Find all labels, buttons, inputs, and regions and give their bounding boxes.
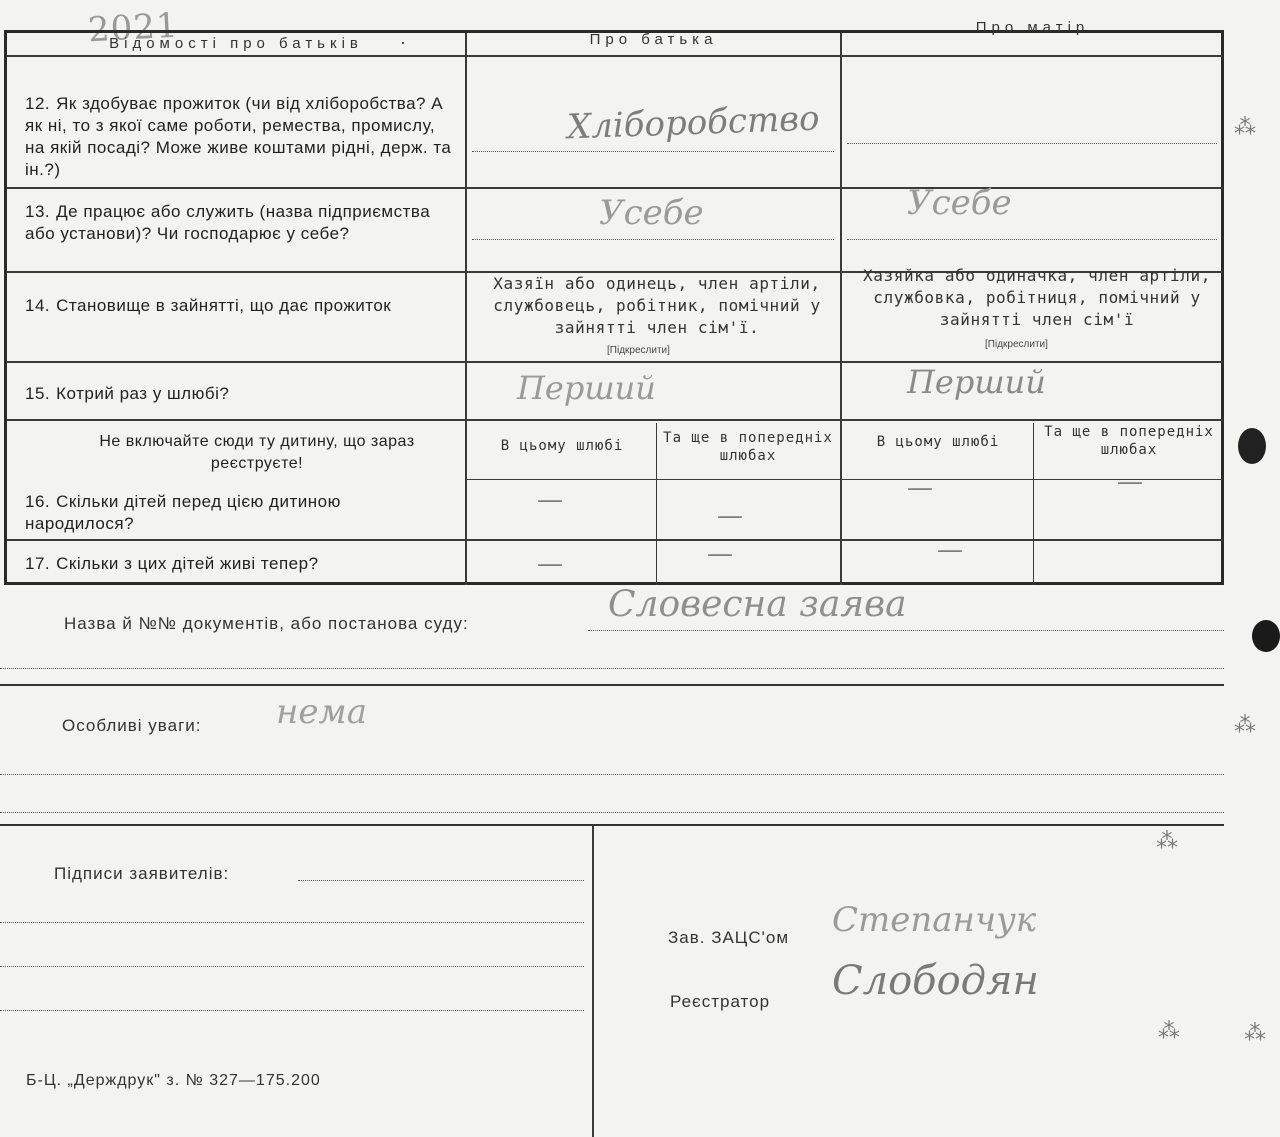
q16-answer: — (717, 501, 743, 531)
header-father: Про батька (589, 31, 718, 48)
father-workplace-answer: Усебе (599, 193, 704, 233)
mother-marriage-count-answer: Перший (907, 363, 1046, 401)
signatures-divider (592, 826, 594, 1137)
signature-line (0, 966, 584, 967)
documents-line-2 (0, 668, 1224, 669)
documents-label: Назва й №№ документів, або постанова суду: (64, 614, 469, 633)
header-info: Відомості про батьків (109, 35, 363, 52)
answer-line (847, 143, 1217, 144)
mother-workplace-answer: Усебе (907, 183, 1012, 223)
q17-answer: — (707, 539, 733, 569)
zags-head-signature: Степанчук (832, 900, 1037, 940)
question-text: Становище в зайнятті, що дає прожиток (56, 296, 392, 315)
q16-answer: — (1117, 467, 1143, 497)
q16-answer: — (537, 485, 563, 515)
tick-mark: · (400, 32, 406, 52)
question-text: Скільки дітей перед цією дитиною народилося? (25, 492, 341, 533)
documents-line (588, 630, 1224, 631)
q17-answer: — (537, 549, 563, 579)
section-rule (0, 824, 1224, 826)
question-number: 16. (25, 492, 51, 511)
registrar-label: Реєстратор (670, 992, 771, 1011)
q16-answer: — (907, 473, 933, 503)
signature-line (298, 880, 584, 881)
staple-mark: ⁂ (1244, 1020, 1266, 1045)
row-divider (465, 479, 1223, 480)
question-number: 12. (25, 94, 51, 113)
q17-answer: — (937, 535, 963, 565)
row-divider (7, 419, 1223, 421)
question-17 (25, 553, 457, 575)
remarks-value: нема (276, 692, 367, 732)
column-divider (1033, 423, 1034, 585)
subheader-mother-this-marriage: В цьому шлюбі (876, 434, 1000, 450)
question-number: 14. (25, 296, 51, 315)
remarks-label: Особливі уваги: (62, 716, 202, 735)
subheader-mother-prev-marriages: Та ще в попередніх шлюбах (1044, 424, 1214, 458)
question-15 (25, 383, 457, 405)
question-text: Скільки з цих дітей живі тепер? (56, 554, 319, 573)
question-text: Котрий раз у шлюбі? (56, 384, 230, 403)
question-number: 17. (25, 554, 51, 573)
staple-mark: ⁂ (1158, 1018, 1180, 1043)
registration-note: Не включайте сюди ту дитину, що зараз реєструєте! (99, 433, 415, 472)
punch-hole (1252, 620, 1280, 652)
question-number: 13. (25, 202, 51, 221)
answer-line (472, 151, 834, 152)
printer-info: Б-Ц. „Держдрук" з. № 327—175.200 (26, 1072, 321, 1089)
column-divider (465, 33, 467, 585)
row-divider (7, 539, 1223, 541)
row-divider (7, 55, 1223, 57)
father-marriage-count-answer: Перший (517, 369, 656, 407)
question-number: 15. (25, 384, 51, 403)
question-text: Як здобуває прожиток (чи від хліборобства? А як ні, то з якої саме роботи, ремества, промислу, на якій посаді? Може живе коштами рідні, держ. та ін.?) (25, 94, 452, 179)
zags-head-label: Зав. ЗАЦС'ом (668, 928, 790, 947)
archive-number: 2021 (87, 5, 180, 51)
underline-note-father: [Підкреслити] (607, 345, 670, 356)
mother-status-options: Хазяйка або одиначка, член артіли, службовка, робітниця, помічний у зайнятті член сім'ї (863, 266, 1211, 329)
father-occupation-answer: Хліборобство (566, 98, 821, 148)
underline-note-mother: [Підкреслити] (985, 339, 1048, 350)
signature-line (0, 1010, 584, 1011)
father-status-options: Хазяїн або одинець, член артіли, службовець, робітник, помічний у зайнятті член сім'ї. (493, 274, 821, 337)
column-divider (656, 423, 657, 585)
signature-line (0, 922, 584, 923)
staple-mark: ⁂ (1234, 114, 1256, 139)
question-16 (25, 491, 435, 535)
documents-value: Словесна заява (608, 584, 907, 625)
header-mother: Про матір (975, 19, 1090, 36)
answer-line (847, 239, 1217, 240)
applicants-signatures-label: Підписи заявителів: (54, 864, 230, 883)
question-text: Де працює або служить (назва підприємства або установи)? Чи господарює у себе? (25, 202, 431, 243)
question-12 (25, 93, 457, 181)
answer-line (472, 239, 834, 240)
staple-mark: ⁂ (1234, 712, 1256, 737)
question-13 (25, 201, 457, 245)
punch-hole (1238, 428, 1266, 464)
remarks-line (0, 812, 1224, 813)
column-divider (840, 33, 842, 585)
question-14 (25, 295, 425, 317)
remarks-line (0, 774, 1224, 775)
subheader-father-this-marriage: В цьому шлюбі (500, 438, 624, 454)
staple-mark: ⁂ (1156, 828, 1178, 853)
section-rule (0, 684, 1224, 686)
registrar-signature: Слободян (832, 958, 1039, 1004)
row-divider (7, 187, 1223, 189)
subheader-father-prev-marriages: Та ще в попередніх шлюбах (663, 430, 833, 464)
